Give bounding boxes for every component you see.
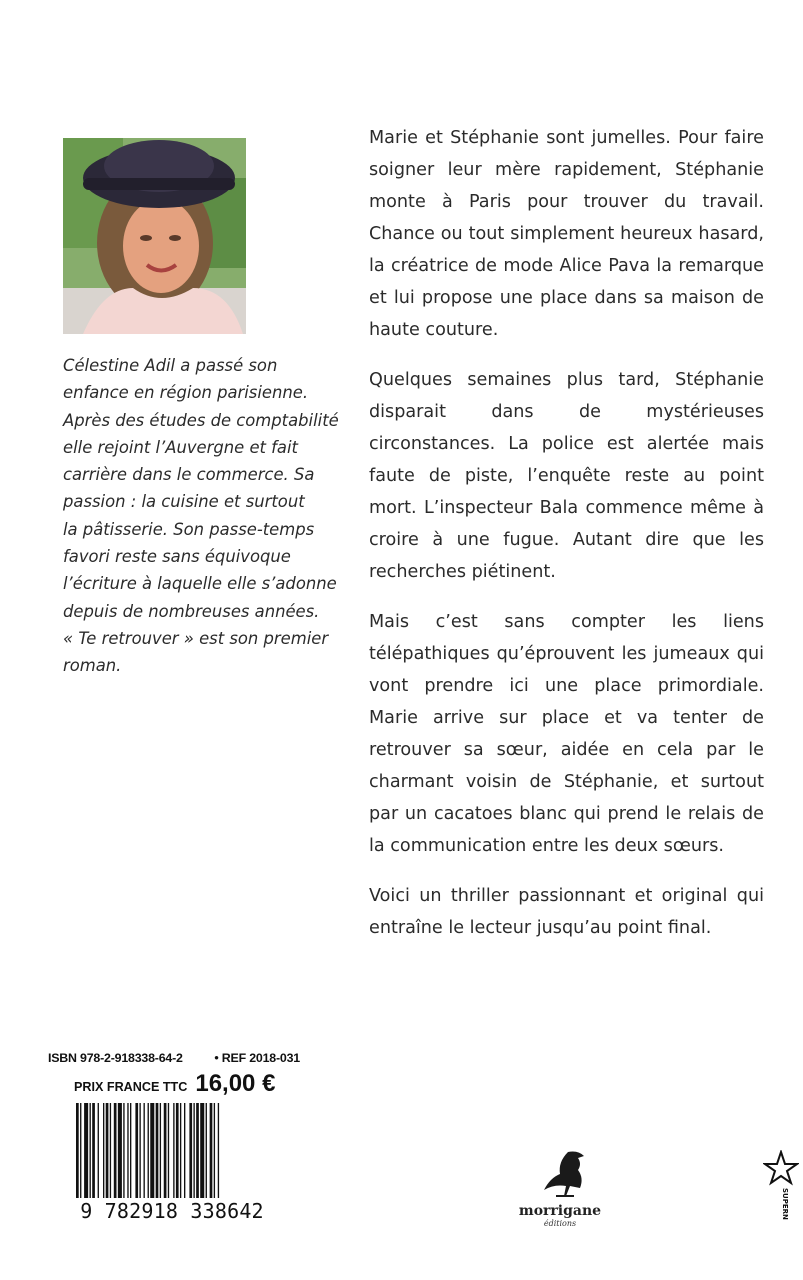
bio-line: enfance en région parisienne.: [63, 383, 309, 403]
author-photo: [63, 138, 246, 334]
bio-line: « Te retrouver » est son premier: [63, 628, 329, 648]
author-bio: [63, 352, 345, 680]
summary-paragraph: Quelques semaines plus tard, Stéphanie disparait dans de mystérieuses circonstances. La police est alertée mais faute de piste, l’enquête reste au point mort. L’inspecteur Bala commence même à croire à une fugue. Autant dire que les recherches piétinent.: [369, 370, 764, 582]
summary-paragraph: Voici un thriller passionnant et original qui entraîne le lecteur jusqu’au point final.: [369, 886, 764, 938]
bio-line: depuis de nombreuses années.: [63, 601, 320, 621]
bio-line: Après des études de comptabilité: [63, 410, 339, 430]
bio-line: passion : la cuisine et surtout: [63, 492, 305, 512]
author-portrait-icon: [63, 138, 246, 334]
barcode-digits: 9 782918 338642: [70, 1198, 274, 1224]
price-label: PRIX FRANCE TTC: [74, 1080, 188, 1094]
price-value: 16,00 €: [195, 1070, 276, 1097]
bio-line: roman.: [63, 656, 122, 676]
bio-line: favori reste sans équivoque: [63, 547, 291, 567]
summary-paragraph: Marie et Stéphanie sont jumelles. Pour faire soigner leur mère rapidement, Stéphanie monte à Paris pour trouver du travail. Chance ou tout simplement heureux hasard, la créatrice de mode Alice Pava la remarque et lui propose une place dans sa maison de haute couture.: [369, 128, 764, 340]
summary-paragraph: Mais c’est sans compter les liens télépathiques qu’éprouvent les jumeaux qui vont prendre ici une place primordiale. Marie arrive sur place et va tenter de retrouver sa sœur, aidée en cela par le charmant voisin de Stéphanie, et surtout par un cacatoes blanc qui prend le relais de la communication entre les deux sœurs.: [369, 612, 764, 856]
bio-line: la pâtisserie. Son passe-temps: [63, 519, 315, 539]
barcode-icon: [74, 1103, 270, 1203]
bio-line: Célestine Adil a passé son: [63, 356, 278, 375]
reference-number: • REF 2018-031: [214, 1051, 300, 1065]
star-logo-icon: [763, 1150, 799, 1220]
publisher-subtitle: éditions: [543, 1219, 577, 1228]
book-summary: [369, 122, 764, 962]
publisher-logo: [505, 1148, 615, 1258]
publisher-name: morrigane: [518, 1203, 602, 1219]
bio-line: carrière dans le commerce. Sa: [63, 465, 315, 485]
series-logo-text: SUPERNOVA: [781, 1188, 789, 1220]
series-logo: [763, 1150, 799, 1220]
price-line: [74, 1070, 300, 1098]
bio-line: elle rejoint l’Auvergne et fait: [63, 437, 298, 457]
bio-line: l’écriture à laquelle elle s’adonne: [63, 574, 337, 594]
isbn-number: ISBN 978-2-918338-64-2: [48, 1051, 183, 1065]
crow-logo-icon: [530, 1148, 590, 1200]
isbn-line: [48, 1051, 300, 1065]
